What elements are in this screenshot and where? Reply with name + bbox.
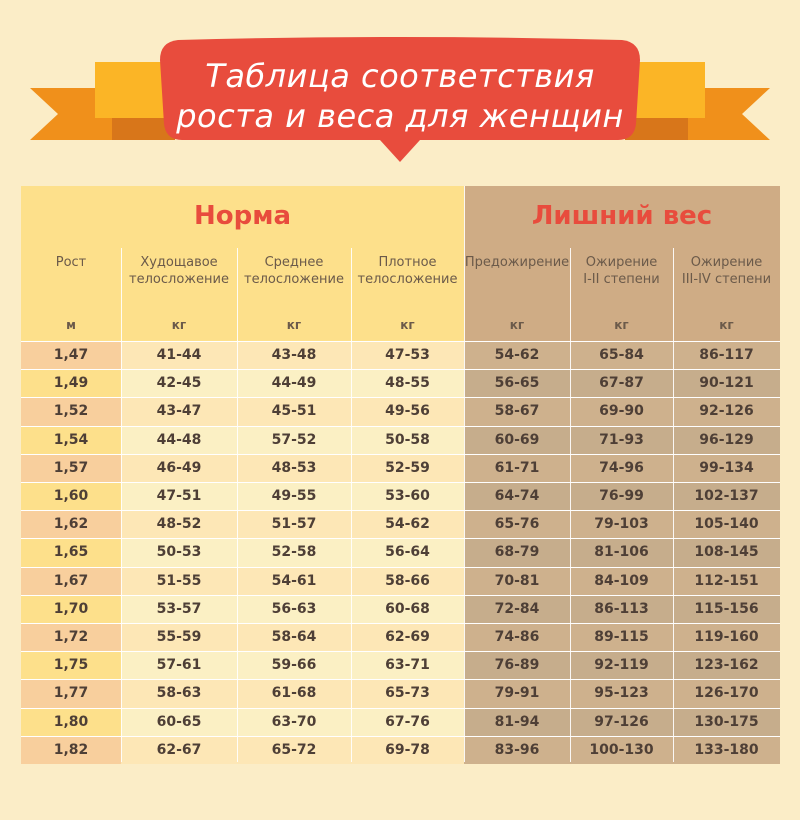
column-divider xyxy=(237,248,238,762)
table-cell: 92-126 xyxy=(673,397,780,425)
column-header-line: I-II степени xyxy=(583,272,660,287)
table-cell: 50-58 xyxy=(351,426,464,454)
table-cell: 133-180 xyxy=(673,736,780,764)
table-cell: 123-162 xyxy=(673,651,780,679)
table-cell: 79-103 xyxy=(570,510,673,538)
column-header xyxy=(570,254,673,294)
column-header xyxy=(673,254,780,294)
row-divider xyxy=(21,623,780,624)
table-cell: 42-45 xyxy=(121,369,237,397)
table-cell: 44-49 xyxy=(237,369,351,397)
table-cell: 58-67 xyxy=(464,397,570,425)
column-header-line: Худощавое xyxy=(140,255,218,270)
table-cell: 54-61 xyxy=(237,567,351,595)
column-header xyxy=(121,254,237,294)
column-header-line: Предожирение xyxy=(464,255,570,270)
table-cell: 47-51 xyxy=(121,482,237,510)
table-row xyxy=(21,538,780,566)
table-cell: 48-52 xyxy=(121,510,237,538)
column-unit: кг xyxy=(719,318,734,332)
row-divider xyxy=(21,341,780,342)
table-cell: 70-81 xyxy=(464,567,570,595)
table-cell: 1,57 xyxy=(21,454,121,482)
table-cell: 90-121 xyxy=(673,369,780,397)
row-divider xyxy=(21,369,780,370)
table-cell: 1,54 xyxy=(21,426,121,454)
table-row xyxy=(21,595,780,623)
table-cell: 1,65 xyxy=(21,538,121,566)
table-cell: 60-65 xyxy=(121,708,237,736)
table-cell: 1,82 xyxy=(21,736,121,764)
table-row xyxy=(21,397,780,425)
column-header-line: Рост xyxy=(55,255,87,270)
column-unit: кг xyxy=(614,318,629,332)
table-cell: 1,60 xyxy=(21,482,121,510)
section-title-norm: Норма xyxy=(193,201,292,231)
table-row xyxy=(21,341,780,369)
table-cell: 81-106 xyxy=(570,538,673,566)
table-row xyxy=(21,736,780,764)
column-unit: кг xyxy=(171,318,187,332)
column-divider xyxy=(121,248,122,762)
column-divider xyxy=(351,248,352,762)
table-cell: 100-130 xyxy=(570,736,673,764)
table-cell: 69-90 xyxy=(570,397,673,425)
table-cell: 65-84 xyxy=(570,341,673,369)
table-cell: 1,67 xyxy=(21,567,121,595)
table-cell: 53-57 xyxy=(121,595,237,623)
table-cell: 58-64 xyxy=(237,623,351,651)
table-cell: 49-55 xyxy=(237,482,351,510)
table-cell: 76-99 xyxy=(570,482,673,510)
table-row xyxy=(21,679,780,707)
height-weight-table xyxy=(21,186,780,762)
table-cell: 76-89 xyxy=(464,651,570,679)
table-cell: 1,47 xyxy=(21,341,121,369)
table-cell: 130-175 xyxy=(673,708,780,736)
table-cell: 53-60 xyxy=(351,482,464,510)
table-cell: 95-123 xyxy=(570,679,673,707)
table-cell: 62-67 xyxy=(121,736,237,764)
table-cell: 56-65 xyxy=(464,369,570,397)
table-cell: 1,62 xyxy=(21,510,121,538)
column-divider xyxy=(673,248,674,762)
table-cell: 65-76 xyxy=(464,510,570,538)
table-row xyxy=(21,567,780,595)
table-cell: 61-68 xyxy=(237,679,351,707)
table-cell: 46-49 xyxy=(121,454,237,482)
table-cell: 62-69 xyxy=(351,623,464,651)
title-banner xyxy=(0,0,800,180)
column-header xyxy=(464,254,570,294)
table-cell: 51-55 xyxy=(121,567,237,595)
table-cell: 72-84 xyxy=(464,595,570,623)
column-header-line: телосложение xyxy=(357,272,458,287)
table-cell: 48-53 xyxy=(237,454,351,482)
table-cell: 49-56 xyxy=(351,397,464,425)
row-divider xyxy=(21,679,780,680)
table-cell: 58-63 xyxy=(121,679,237,707)
table-cell: 61-71 xyxy=(464,454,570,482)
table-cell: 86-117 xyxy=(673,341,780,369)
table-cell: 89-115 xyxy=(570,623,673,651)
table-cell: 102-137 xyxy=(673,482,780,510)
row-divider xyxy=(21,567,780,568)
table-cell: 79-91 xyxy=(464,679,570,707)
table-cell: 43-47 xyxy=(121,397,237,425)
table-cell: 56-63 xyxy=(237,595,351,623)
table-cell: 64-74 xyxy=(464,482,570,510)
table-cell: 47-53 xyxy=(351,341,464,369)
row-divider xyxy=(21,482,780,483)
row-divider xyxy=(21,397,780,398)
table-row xyxy=(21,454,780,482)
row-divider xyxy=(21,708,780,709)
table-cell: 1,75 xyxy=(21,651,121,679)
table-cell: 126-170 xyxy=(673,679,780,707)
table-cell: 41-44 xyxy=(121,341,237,369)
title-line-2: роста и веса для женщин xyxy=(176,97,624,135)
table-cell: 44-48 xyxy=(121,426,237,454)
table-cell: 69-78 xyxy=(351,736,464,764)
column-divider xyxy=(464,186,465,762)
table-cell: 60-68 xyxy=(351,595,464,623)
column-header-line: Среднее xyxy=(264,255,324,270)
table-cell: 105-140 xyxy=(673,510,780,538)
table-cell: 81-94 xyxy=(464,708,570,736)
table-cell: 92-119 xyxy=(570,651,673,679)
column-header-line: телосложение xyxy=(129,272,229,287)
column-header xyxy=(237,254,351,294)
table-cell: 68-79 xyxy=(464,538,570,566)
table-cell: 56-64 xyxy=(351,538,464,566)
table-cell: 83-96 xyxy=(464,736,570,764)
column-header xyxy=(21,254,121,294)
table-cell: 86-113 xyxy=(570,595,673,623)
table-cell: 59-66 xyxy=(237,651,351,679)
table-cell: 45-51 xyxy=(237,397,351,425)
table-cell: 1,72 xyxy=(21,623,121,651)
table-cell: 48-55 xyxy=(351,369,464,397)
table-row xyxy=(21,426,780,454)
row-divider xyxy=(21,426,780,427)
table-row xyxy=(21,482,780,510)
table-cell: 84-109 xyxy=(570,567,673,595)
table-cell: 112-151 xyxy=(673,567,780,595)
table-row xyxy=(21,651,780,679)
column-header-line: Ожирение xyxy=(690,255,763,270)
table-cell: 65-72 xyxy=(237,736,351,764)
table-cell: 119-160 xyxy=(673,623,780,651)
table-cell: 65-73 xyxy=(351,679,464,707)
row-divider xyxy=(21,651,780,652)
table-cell: 67-87 xyxy=(570,369,673,397)
table-cell: 1,77 xyxy=(21,679,121,707)
title-line-1: Таблица соответствия xyxy=(205,57,595,95)
table-row xyxy=(21,369,780,397)
column-unit: кг xyxy=(400,318,415,332)
table-cell: 57-61 xyxy=(121,651,237,679)
table-cell: 52-58 xyxy=(237,538,351,566)
column-header xyxy=(351,254,464,294)
column-unit: м xyxy=(66,318,76,332)
table-row xyxy=(21,708,780,736)
table-cell: 1,49 xyxy=(21,369,121,397)
table-cell: 63-71 xyxy=(351,651,464,679)
section-title-overweight: Лишний вес xyxy=(531,201,713,231)
table-cell: 115-156 xyxy=(673,595,780,623)
table-cell: 1,80 xyxy=(21,708,121,736)
table-cell: 1,70 xyxy=(21,595,121,623)
page-title xyxy=(170,46,630,146)
table-cell: 97-126 xyxy=(570,708,673,736)
table-row xyxy=(21,510,780,538)
column-divider xyxy=(570,248,571,762)
table-cell: 71-93 xyxy=(570,426,673,454)
table-cell: 54-62 xyxy=(351,510,464,538)
table-cell: 74-86 xyxy=(464,623,570,651)
column-header-line: III-IV степени xyxy=(681,272,772,287)
row-divider xyxy=(21,538,780,539)
column-header-line: Ожирение xyxy=(585,255,658,270)
column-header-line: телосложение xyxy=(244,272,344,287)
table-cell: 108-145 xyxy=(673,538,780,566)
table-cell: 60-69 xyxy=(464,426,570,454)
table-cell: 51-57 xyxy=(237,510,351,538)
table-cell: 55-59 xyxy=(121,623,237,651)
table-cell: 96-129 xyxy=(673,426,780,454)
table-cell: 67-76 xyxy=(351,708,464,736)
table-row xyxy=(21,623,780,651)
table-cell: 1,52 xyxy=(21,397,121,425)
row-divider xyxy=(21,595,780,596)
table-cell: 74-96 xyxy=(570,454,673,482)
table-cell: 99-134 xyxy=(673,454,780,482)
row-divider xyxy=(21,510,780,511)
column-unit: кг xyxy=(286,318,302,332)
table-cell: 58-66 xyxy=(351,567,464,595)
table-cell: 63-70 xyxy=(237,708,351,736)
table-cell: 54-62 xyxy=(464,341,570,369)
table-cell: 50-53 xyxy=(121,538,237,566)
table-cell: 52-59 xyxy=(351,454,464,482)
column-header-line: Плотное xyxy=(378,255,437,270)
table-cell: 57-52 xyxy=(237,426,351,454)
table-cell: 43-48 xyxy=(237,341,351,369)
column-unit: кг xyxy=(509,318,525,332)
row-divider xyxy=(21,736,780,737)
row-divider xyxy=(21,454,780,455)
